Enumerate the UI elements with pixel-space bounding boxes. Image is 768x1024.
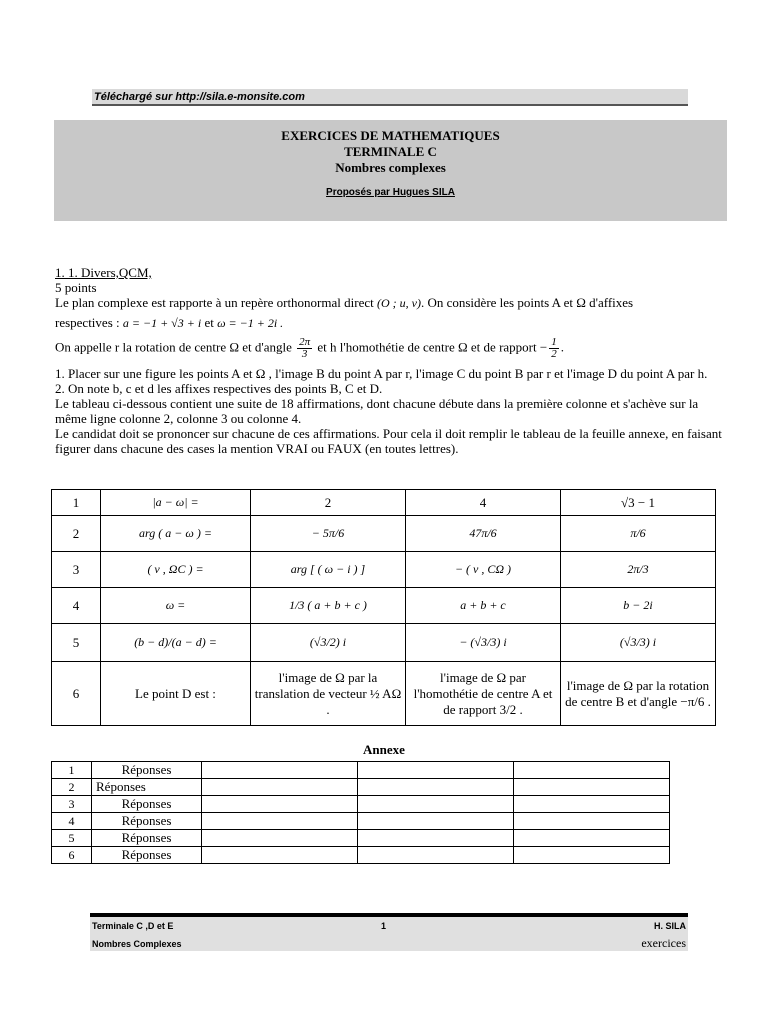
page-footer — [90, 917, 688, 951]
footer-class: Terminale C ,D et E — [92, 921, 174, 931]
row-number: 1 — [52, 762, 92, 779]
affirmation-start: ( v , ΩC ) = — [101, 552, 251, 588]
choice-cell: (√3/3) i — [561, 624, 716, 662]
paragraph-intro — [55, 295, 725, 311]
page-number: 1 — [381, 921, 387, 931]
answer-cell[interactable] — [202, 779, 358, 796]
affirmation-start: ω = — [101, 588, 251, 624]
row-number: 6 — [52, 847, 92, 864]
title-box — [54, 120, 727, 221]
footer-type: exercices — [641, 936, 686, 950]
answers-label: Réponses — [92, 830, 202, 847]
table-row — [52, 813, 670, 830]
row-number: 2 — [52, 779, 92, 796]
affirmation-start: arg ( a − ω ) = — [101, 516, 251, 552]
table-row — [52, 624, 716, 662]
section-title: 1. 1. Divers,QCM, — [55, 265, 152, 280]
download-banner — [92, 89, 688, 106]
angle-den: 3 — [301, 348, 308, 360]
ratio-num: 1 — [551, 336, 557, 348]
answer-cell[interactable] — [358, 813, 514, 830]
table-row — [52, 796, 670, 813]
table-row — [52, 490, 716, 516]
answer-cell[interactable] — [514, 813, 670, 830]
table-row — [52, 762, 670, 779]
paragraph-table-intro: Le tableau ci-dessous contient une suite de 18 affirmations, dont chacune débute dans la première colonne et s'achève sur la même ligne colonne 2, colonne 3 ou colonne 4. — [55, 396, 699, 426]
choice-cell: − 5π/6 — [251, 516, 406, 552]
doc-author: Proposés par Hugues SILA — [326, 187, 455, 198]
intro-text-a: Le plan complexe est rapporte à un repère orthonormal direct — [55, 295, 374, 310]
choice-cell: l'image de Ω par la translation de vecteur ½ AΩ . — [251, 662, 406, 726]
row-number: 5 — [52, 624, 101, 662]
annex-table — [51, 761, 670, 864]
answer-cell[interactable] — [202, 796, 358, 813]
choice-cell: arg [ ( ω − i ) ] — [251, 552, 406, 588]
frame-notation: (O ; u, v) — [376, 296, 421, 310]
affirmation-start: Le point D est : — [101, 662, 251, 726]
doc-subject: Nombres complexes — [335, 160, 446, 175]
affirmation-start: (b − d)/(a − d) = — [101, 624, 251, 662]
row-number: 2 — [52, 516, 101, 552]
row-number: 6 — [52, 662, 101, 726]
homothety-text: et h l'homothétie de centre Ω et de rapport − — [317, 339, 548, 355]
question-2: 2. On note b, c et d les affixes respectives des points B, C et D. — [55, 381, 383, 396]
choice-cell: 2 — [251, 490, 406, 516]
choice-cell: l'image de Ω par l'homothétie de centre A et de rapport 3/2 . — [406, 662, 561, 726]
choice-cell: a + b + c — [406, 588, 561, 624]
answer-cell[interactable] — [514, 847, 670, 864]
rotation-text: On appelle r la rotation de centre Ω et d'angle — [55, 339, 292, 355]
answer-cell[interactable] — [358, 796, 514, 813]
row-number: 3 — [52, 796, 92, 813]
answer-cell[interactable] — [202, 847, 358, 864]
exercise-text — [55, 265, 725, 456]
table-row — [52, 830, 670, 847]
question-1: 1. Placer sur une figure les points A et Ω , l'image B du point A par r, l'image C du point B par r et l'image D du point A par h. — [55, 366, 708, 381]
row-number: 5 — [52, 830, 92, 847]
answers-label: Réponses — [92, 796, 202, 813]
answer-cell[interactable] — [514, 830, 670, 847]
answers-label: Réponses — [92, 762, 202, 779]
choice-cell: b − 2i — [561, 588, 716, 624]
table-row — [52, 516, 716, 552]
answers-label: Réponses — [92, 779, 202, 796]
ratio-den: 2 — [551, 348, 557, 360]
affirmation-start: |a − ω| = — [101, 490, 251, 516]
angle-fraction — [297, 337, 312, 360]
choice-cell: − (√3/3) i — [406, 624, 561, 662]
doc-title: EXERCICES DE MATHEMATIQUES — [281, 128, 500, 143]
affixes-label: respectives : — [55, 315, 120, 330]
choice-cell: 2π/3 — [561, 552, 716, 588]
footer-subject: Nombres Complexes — [92, 939, 182, 949]
download-text: Téléchargé sur http://sila.e-monsite.com — [94, 91, 305, 103]
choice-cell: l'image de Ω par la rotation de centre B et d'angle −π/6 . — [561, 662, 716, 726]
table-row — [52, 552, 716, 588]
choice-cell: (√3/2) i — [251, 624, 406, 662]
answer-cell[interactable] — [358, 762, 514, 779]
answer-cell[interactable] — [514, 762, 670, 779]
choice-cell: 47π/6 — [406, 516, 561, 552]
answers-label: Réponses — [92, 847, 202, 864]
table-row — [52, 847, 670, 864]
answers-label: Réponses — [92, 813, 202, 830]
row-number: 3 — [52, 552, 101, 588]
period: . — [560, 339, 564, 355]
row-number: 1 — [52, 490, 101, 516]
table-row — [52, 662, 716, 726]
ratio-fraction — [549, 337, 559, 360]
paragraph-transforms — [55, 337, 725, 360]
affirmations-table — [51, 489, 716, 726]
angle-num: 2π — [299, 336, 311, 348]
answer-cell[interactable] — [202, 762, 358, 779]
annex-title: Annexe — [363, 742, 405, 757]
footer-author: H. SILA — [653, 921, 686, 931]
answer-cell[interactable] — [514, 779, 670, 796]
paragraph-affixes — [55, 315, 725, 331]
table-row — [52, 779, 670, 796]
answer-cell[interactable] — [202, 830, 358, 847]
paragraph-instructions: Le candidat doit se prononcer sur chacune de ces affirmations. Pour cela il doit remplir le tableau de la feuille annexe, en faisant figurer dans chacune des cases la mention VRAI ou FAUX (en toutes lettres). — [55, 426, 722, 456]
points-label: 5 points — [55, 280, 97, 295]
answer-cell[interactable] — [358, 847, 514, 864]
choice-cell: − ( v , CΩ ) — [406, 552, 561, 588]
affix-a: a = −1 + √3 + i — [122, 316, 202, 330]
and-word: et — [204, 315, 214, 330]
choice-cell: 1/3 ( a + b + c ) — [251, 588, 406, 624]
doc-class: TERMINALE C — [344, 144, 437, 159]
row-number: 4 — [52, 588, 101, 624]
choice-cell: √3 − 1 — [561, 490, 716, 516]
intro-text-b: . On considère les points A et Ω d'affixes — [420, 295, 634, 310]
answer-cell[interactable] — [514, 796, 670, 813]
choice-cell: π/6 — [561, 516, 716, 552]
answer-cell[interactable] — [358, 830, 514, 847]
answer-cell[interactable] — [202, 813, 358, 830]
answer-cell[interactable] — [358, 779, 514, 796]
table-row — [52, 588, 716, 624]
row-number: 4 — [52, 813, 92, 830]
choice-cell: 4 — [406, 490, 561, 516]
affix-omega: ω = −1 + 2i . — [217, 316, 284, 330]
